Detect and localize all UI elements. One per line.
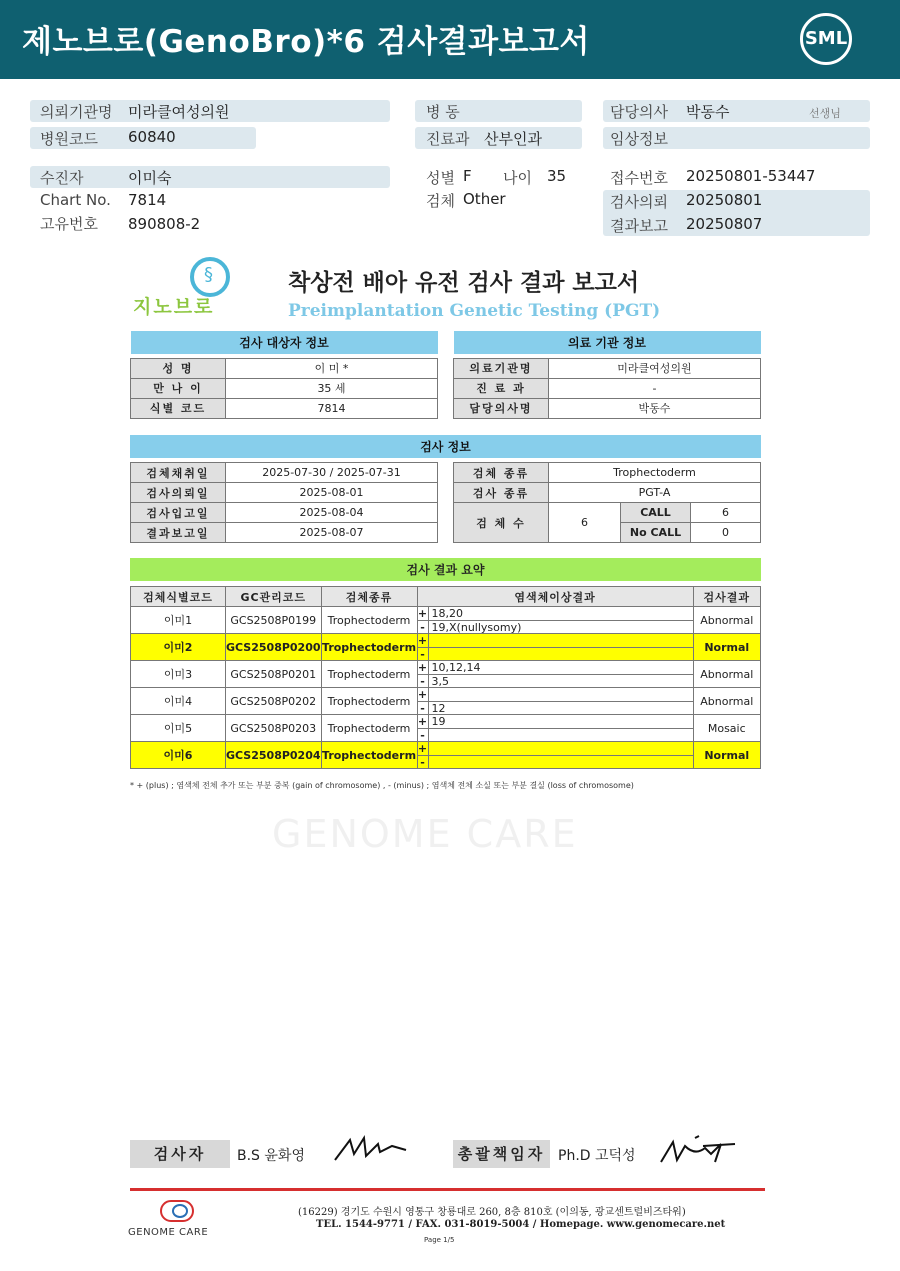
test-result: Abnormal <box>693 661 760 688</box>
page-title: 제노브로(GenoBro)*6 검사결과보고서 <box>22 24 590 60</box>
inst-name-label: 의료기관명 <box>454 358 549 378</box>
receive-date-value: 2025-08-04 <box>226 503 438 523</box>
report-value: 20250807 <box>686 215 763 233</box>
loss-line <box>418 728 693 741</box>
hospital-code-label: 병원코드 <box>40 130 98 148</box>
genome-care-inner-icon <box>172 1204 188 1218</box>
director-signature <box>655 1132 740 1168</box>
gain-line <box>418 742 693 755</box>
report-label: 결과보고 <box>610 217 668 235</box>
minus-sign: - <box>418 648 429 660</box>
gain-chromosomes: 19 <box>431 715 446 728</box>
loss-line <box>418 755 693 768</box>
gain-line <box>418 688 693 701</box>
sample-type: Trophectoderm <box>321 661 417 688</box>
inst-doctor-label: 담당의사명 <box>454 398 549 418</box>
gain-line <box>418 607 693 620</box>
test-result: Normal <box>693 742 760 769</box>
test-result: Abnormal <box>693 688 760 715</box>
col-header-id: 검체식별코드 <box>131 587 226 607</box>
chromosome-result <box>417 688 693 715</box>
sample-type: Trophectoderm <box>321 634 417 661</box>
chromosome-result <box>417 607 693 634</box>
age-value: 35 <box>547 167 567 185</box>
report-subtitle: Preimplantation Genetic Testing (PGT) <box>288 301 661 321</box>
subject-name-label: 성 명 <box>131 358 226 378</box>
doctor-label: 담당의사 <box>610 103 668 121</box>
test-dates-table <box>130 462 438 543</box>
plus-sign: + <box>417 742 428 755</box>
sample-id: 이미3 <box>131 661 226 688</box>
sample-id: 이미2 <box>131 634 226 661</box>
doctor-value: 박동수 <box>686 103 730 121</box>
test-type-value: PGT-A <box>549 483 761 503</box>
inst-name-value: 미라클여성의원 <box>549 358 761 378</box>
unique-label: 고유번호 <box>40 215 98 233</box>
results-heading: 검사 결과 요약 <box>130 558 761 581</box>
specimen-count-label: 검 체 수 <box>454 503 549 543</box>
ward-label: 병 동 <box>426 103 460 121</box>
loss-line <box>418 701 693 714</box>
sml-logo-text: SML <box>804 28 848 49</box>
plus-sign: + <box>417 661 428 674</box>
results-row <box>131 742 761 769</box>
loss-line <box>418 647 693 660</box>
subject-id-label: 식별 코드 <box>131 398 226 418</box>
gc-code: GCS2508P0203 <box>226 715 322 742</box>
collect-date-label: 검체채취일 <box>131 463 226 483</box>
patient-row-bg <box>30 166 390 188</box>
sample-type: Trophectoderm <box>321 742 417 769</box>
results-row <box>131 661 761 688</box>
patient-label: 수진자 <box>40 169 84 187</box>
inst-doctor-value: 박동수 <box>549 398 761 418</box>
col-header-chromosome: 염색체이상결과 <box>417 587 693 607</box>
institution-label: 의뢰기관명 <box>40 103 113 121</box>
dept-label: 진료과 <box>426 130 470 148</box>
plus-sign: + <box>417 688 428 701</box>
chart-value: 7814 <box>128 191 167 209</box>
clinical-label: 임상정보 <box>610 130 668 148</box>
examiner-signature <box>330 1132 410 1166</box>
hospital-code-value: 60840 <box>128 128 176 146</box>
specimen-type-label: 검체 종류 <box>454 463 549 483</box>
subject-age-value: 35 세 <box>226 378 438 398</box>
gc-code: GCS2508P0199 <box>226 607 322 634</box>
loss-line <box>418 620 693 633</box>
specimen-value: Other <box>463 190 506 208</box>
subject-id-value: 7814 <box>226 398 438 418</box>
plus-sign: + <box>417 607 428 620</box>
genobro-logo-text: 지노브로 <box>133 296 215 318</box>
gc-code: GCS2508P0204 <box>226 742 322 769</box>
minus-sign: - <box>418 729 429 741</box>
gain-chromosomes: 10,12,14 <box>431 661 481 674</box>
specimen-count-value: 6 <box>549 503 621 543</box>
minus-sign: - <box>418 675 429 687</box>
request-label: 검사의뢰 <box>610 193 668 211</box>
sample-id: 이미6 <box>131 742 226 769</box>
director-name: Ph.D 고덕성 <box>558 1148 636 1164</box>
plus-sign: + <box>417 634 428 647</box>
specimen-type-value: Trophectoderm <box>549 463 761 483</box>
examiner-label: 검사자 <box>130 1140 230 1168</box>
header-bar <box>0 0 900 79</box>
results-table <box>130 586 761 769</box>
dna-icon: § <box>204 264 213 285</box>
receipt-value: 20250801-53447 <box>686 167 816 185</box>
col-header-gc: GC관리코드 <box>226 587 322 607</box>
plus-sign: + <box>417 715 428 728</box>
director-label: 총괄책임자 <box>453 1140 550 1168</box>
report-title: 착상전 배아 유전 검사 결과 보고서 <box>288 270 640 296</box>
sample-type: Trophectoderm <box>321 607 417 634</box>
minus-sign: - <box>418 702 429 714</box>
receive-date-label: 검사입고일 <box>131 503 226 523</box>
examiner-name: B.S 윤화영 <box>237 1148 305 1164</box>
footer-contact: TEL. 1544-9771 / FAX. 031-8019-5004 / Homepage. www.genomecare.net <box>316 1219 726 1230</box>
doctor-suffix: 선생님 <box>809 107 841 120</box>
chromosome-result <box>417 742 693 769</box>
gc-code: GCS2508P0201 <box>226 661 322 688</box>
nocall-label: No CALL <box>621 523 691 543</box>
nocall-value: 0 <box>691 523 761 543</box>
genobro-logo <box>130 255 242 317</box>
chromosome-result <box>417 661 693 688</box>
institution-info-table <box>453 331 761 419</box>
request-date-value: 2025-08-01 <box>226 483 438 503</box>
institution-value: 미라클여성의원 <box>128 103 230 121</box>
chromosome-result <box>417 715 693 742</box>
inst-dept-label: 진 료 과 <box>454 378 549 398</box>
gc-code: GCS2508P0202 <box>226 688 322 715</box>
sample-id: 이미4 <box>131 688 226 715</box>
chart-label: Chart No. <box>40 191 111 209</box>
subject-info-table <box>130 331 438 419</box>
institution-info-heading: 의료 기관 정보 <box>454 331 761 354</box>
results-row <box>131 715 761 742</box>
results-row <box>131 688 761 715</box>
col-header-type: 검체종류 <box>321 587 417 607</box>
report-date-label: 결과보고일 <box>131 523 226 543</box>
sample-id: 이미5 <box>131 715 226 742</box>
sex-value: F <box>463 167 472 185</box>
sex-label: 성별 <box>426 169 455 187</box>
collect-date-value: 2025-07-30 / 2025-07-31 <box>226 463 438 483</box>
genome-care-logo-text: GENOME CARE <box>128 1227 209 1238</box>
sample-id: 이미1 <box>131 607 226 634</box>
results-footnote: * + (plus) ; 염색체 전체 추가 또는 부분 중복 (gain of chromosome) , - (minus) ; 염색체 전체 소실 또는 부분 결실 (loss of chromosome) <box>130 781 634 790</box>
specimen-label: 검체 <box>426 192 455 210</box>
test-specimen-table <box>453 462 761 543</box>
watermark: GENOME CARE <box>272 812 578 856</box>
genome-care-logo <box>128 1200 228 1244</box>
results-row <box>131 607 761 634</box>
subject-info-heading: 검사 대상자 정보 <box>131 331 438 354</box>
subject-name-value: 이 미 * <box>226 358 438 378</box>
unique-value: 890808-2 <box>128 215 201 233</box>
request-date-label: 검사의뢰일 <box>131 483 226 503</box>
loss-chromosomes: 3,5 <box>431 674 450 688</box>
age-label: 나이 <box>503 169 532 187</box>
subject-age-label: 만 나 이 <box>131 378 226 398</box>
test-type-label: 검사 종류 <box>454 483 549 503</box>
col-header-result: 검사결과 <box>693 587 760 607</box>
call-label: CALL <box>621 503 691 523</box>
report-date-value: 2025-08-07 <box>226 523 438 543</box>
results-row <box>131 634 761 661</box>
gain-line <box>418 634 693 647</box>
footer-address: (16229) 경기도 수원시 영통구 창룡대로 260, 8층 810호 (이의동, 광교센트럴비즈타워) <box>298 1207 686 1218</box>
dept-value: 산부인과 <box>484 130 542 148</box>
test-info-heading: 검사 정보 <box>130 435 761 458</box>
receipt-label: 접수번호 <box>610 169 668 187</box>
chromosome-result <box>417 634 693 661</box>
loss-chromosomes: 12 <box>431 701 446 715</box>
page-number: Page 1/5 <box>424 1236 455 1244</box>
test-result: Abnormal <box>693 607 760 634</box>
test-result: Normal <box>693 634 760 661</box>
gain-line <box>418 661 693 674</box>
gc-code: GCS2508P0200 <box>226 634 322 661</box>
call-value: 6 <box>691 503 761 523</box>
minus-sign: - <box>418 756 429 768</box>
test-info-heading-table <box>130 435 761 458</box>
results-heading-table <box>130 558 761 581</box>
footer-divider <box>130 1188 765 1191</box>
gain-chromosomes: 18,20 <box>431 607 464 620</box>
loss-chromosomes: 19,X(nullysomy) <box>431 620 522 634</box>
minus-sign: - <box>418 621 429 633</box>
sample-type: Trophectoderm <box>321 688 417 715</box>
loss-line <box>418 674 693 687</box>
gain-line <box>418 715 693 728</box>
sml-logo <box>800 13 852 65</box>
sample-type: Trophectoderm <box>321 715 417 742</box>
request-value: 20250801 <box>686 191 763 209</box>
patient-value: 이미숙 <box>128 169 172 187</box>
inst-dept-value: - <box>549 378 761 398</box>
test-result: Mosaic <box>693 715 760 742</box>
